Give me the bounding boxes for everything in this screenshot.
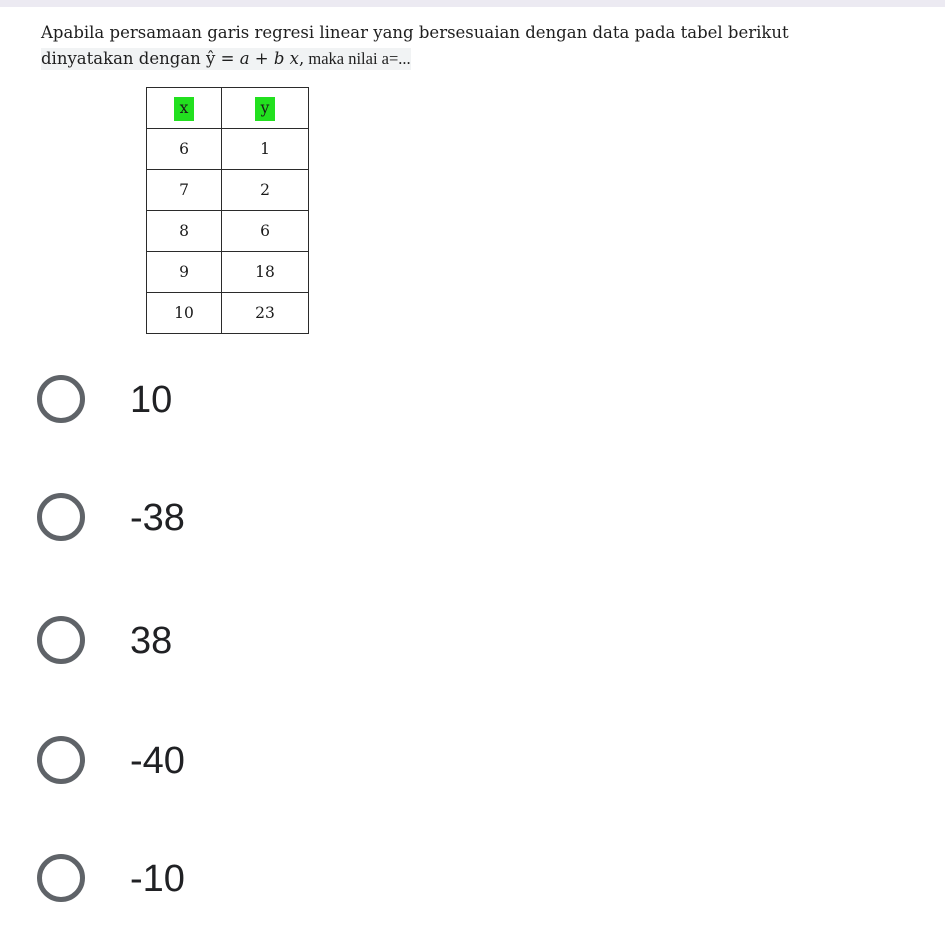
radio-button[interactable] <box>37 854 85 902</box>
radio-button[interactable] <box>37 493 85 541</box>
header-y-label: y <box>255 97 276 121</box>
answer-option-1[interactable] <box>0 345 945 463</box>
question-card <box>0 7 945 327</box>
answer-option-label: 38 <box>130 620 173 662</box>
answer-option-5[interactable] <box>0 824 945 942</box>
table-cell-y: 6 <box>222 211 309 252</box>
formula-plus: + <box>249 49 274 68</box>
answer-option-label: -40 <box>130 740 185 782</box>
formula-a: a <box>239 49 250 68</box>
question-text-line-1: Apabila persamaan garis regresi linear yang bersesuaian dengan data pada tabel berikut <box>41 23 789 42</box>
table-row <box>147 129 309 170</box>
table-row <box>147 211 309 252</box>
table-row <box>147 252 309 293</box>
top-strip <box>0 0 945 7</box>
table-cell-x: 7 <box>147 170 222 211</box>
formula-x: x <box>289 49 299 68</box>
table-row <box>147 170 309 211</box>
table-header-row <box>147 88 309 129</box>
formula-b: b <box>273 49 285 68</box>
regression-formula <box>206 49 304 68</box>
radio-button[interactable] <box>37 616 85 664</box>
table-cell-y: 1 <box>222 129 309 170</box>
table-cell-y: 18 <box>222 252 309 293</box>
table-cell-x: 9 <box>147 252 222 293</box>
answer-option-label: 10 <box>130 379 173 421</box>
answer-option-3[interactable] <box>0 586 945 704</box>
answer-option-4[interactable] <box>0 706 945 824</box>
table-header-x <box>147 88 222 129</box>
table-cell-y: 2 <box>222 170 309 211</box>
question-text-line-2 <box>41 48 411 70</box>
header-x-label: x <box>174 97 195 121</box>
question-suffix: maka nilai a=... <box>304 49 411 68</box>
table-row <box>147 293 309 334</box>
formula-yhat: ŷ <box>206 49 216 68</box>
answer-option-label: -10 <box>130 858 185 900</box>
answer-option-label: -38 <box>130 497 185 539</box>
table-cell-x: 10 <box>147 293 222 334</box>
radio-button[interactable] <box>37 375 85 423</box>
data-table <box>146 87 309 334</box>
table-cell-x: 6 <box>147 129 222 170</box>
table-header-y <box>222 88 309 129</box>
formula-equals: = <box>215 49 240 68</box>
radio-button[interactable] <box>37 736 85 784</box>
answer-option-2[interactable] <box>0 463 945 581</box>
table-cell-x: 8 <box>147 211 222 252</box>
formula-comma: , <box>298 49 305 68</box>
question-prefix: dinyatakan dengan <box>41 49 207 68</box>
table-cell-y: 23 <box>222 293 309 334</box>
